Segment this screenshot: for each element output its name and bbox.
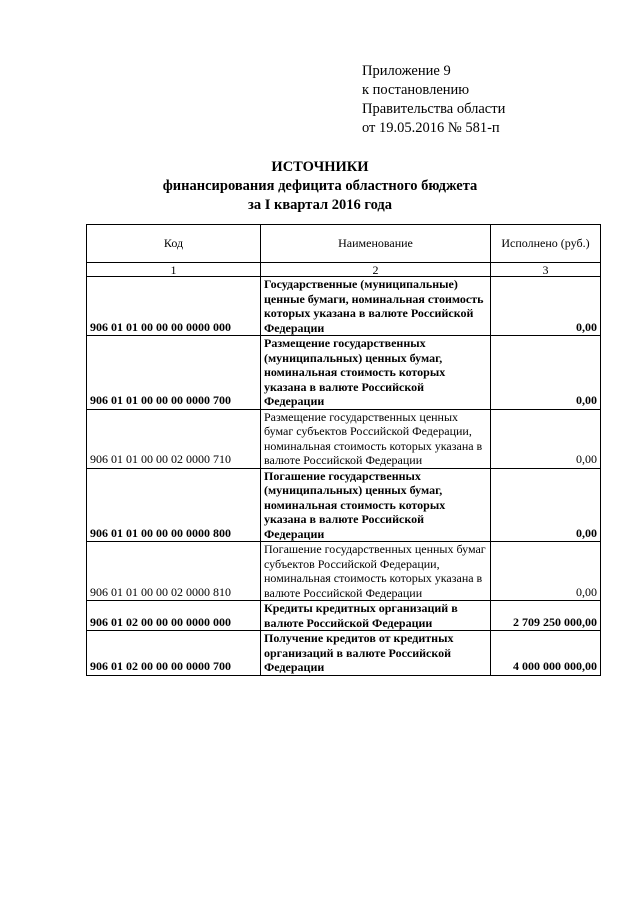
table-row (87, 277, 601, 336)
table-row (87, 601, 601, 631)
title-line-3: за I квартал 2016 года (248, 197, 392, 213)
row-value: 0,00 (491, 468, 601, 542)
row-name: Размещение государственных ценных бумаг субъектов Российской Федерации, номинальная стоимость которых указана в валюте Российской Федерации (261, 409, 491, 468)
row-code: 906 01 01 00 00 00 0000 000 (87, 277, 261, 336)
column-number-3: 3 (491, 263, 601, 277)
table-row (87, 631, 601, 676)
row-code: 906 01 01 00 00 00 0000 700 (87, 336, 261, 410)
header-code: Код (87, 225, 261, 263)
row-value: 0,00 (491, 277, 601, 336)
column-number-2: 2 (261, 263, 491, 277)
row-value: 2 709 250 000,00 (491, 601, 601, 631)
header-executed: Исполнено (руб.) (491, 225, 601, 263)
annex-line-3: Правительства области (362, 101, 506, 117)
annex-line-1: Приложение 9 (362, 63, 451, 79)
row-name: Погашение государственных (муниципальных) ценных бумаг, номинальная стоимость которых указана в валюте Российской Федерации (261, 468, 491, 542)
annex-block (362, 62, 505, 138)
row-code: 906 01 02 00 00 00 0000 700 (87, 631, 261, 676)
column-number-1: 1 (87, 263, 261, 277)
table-row (87, 409, 601, 468)
annex-line-4: от 19.05.2016 № 581-п (362, 120, 500, 136)
title-line-2: финансирования дефицита областного бюджета (162, 178, 478, 194)
row-name: Размещение государственных (муниципальных) ценных бумаг, номинальная стоимость которых указана в валюте Российской Федерации (261, 336, 491, 410)
table-row (87, 336, 601, 410)
table-header-row (87, 225, 601, 263)
title-line-1: ИСТОЧНИКИ (271, 159, 369, 175)
row-value: 0,00 (491, 336, 601, 410)
table-row (87, 468, 601, 542)
row-value: 0,00 (491, 409, 601, 468)
column-numbering-row (87, 263, 601, 277)
row-name: Погашение государственных ценных бумаг субъектов Российской Федерации, номинальная стоимость которых указана в валюте Российской Федерации (261, 542, 491, 601)
annex-line-2: к постановлению (362, 82, 470, 98)
row-code: 906 01 01 00 00 02 0000 710 (87, 409, 261, 468)
sources-table (86, 224, 601, 676)
row-name: Государственные (муниципальные) ценные бумаги, номинальная стоимость которых указана в валюте Российской Федерации (261, 277, 491, 336)
row-name: Получение кредитов от кредитных организаций в валюте Российской Федерации (261, 631, 491, 676)
row-code: 906 01 02 00 00 00 0000 000 (87, 601, 261, 631)
row-code: 906 01 01 00 00 02 0000 810 (87, 542, 261, 601)
document-title (0, 158, 640, 215)
row-name: Кредиты кредитных организаций в валюте Российской Федерации (261, 601, 491, 631)
row-value: 0,00 (491, 542, 601, 601)
table-row (87, 542, 601, 601)
row-code: 906 01 01 00 00 00 0000 800 (87, 468, 261, 542)
header-name: Наименование (261, 225, 491, 263)
row-value: 4 000 000 000,00 (491, 631, 601, 676)
